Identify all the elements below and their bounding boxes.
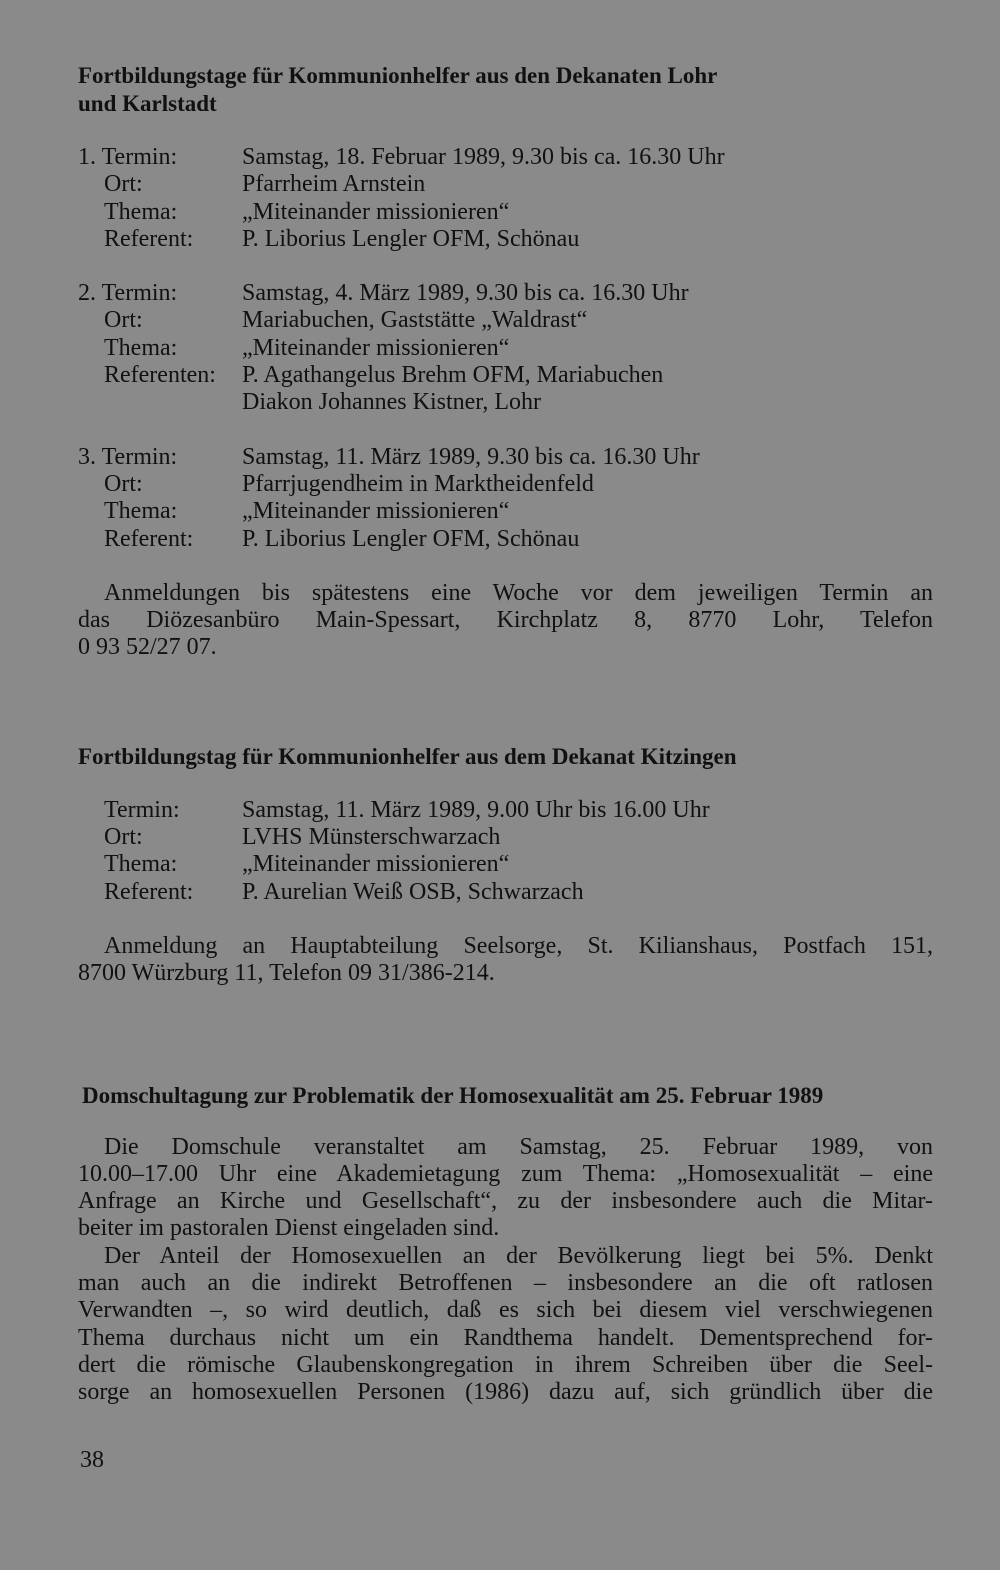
registration-kitzingen [78,933,933,988]
event-label: Thema: [104,198,178,225]
event-value: Samstag, 11. März 1989, 9.30 bis ca. 16.30 Uhr [242,443,700,470]
event-value: Samstag, 4. März 1989, 9.30 bis ca. 16.30 Uhr [242,280,689,307]
event-label: Referenten: [104,362,216,389]
title-line: Fortbildungstage für Kommunionhelfer aus den Dekanaten Lohr [78,63,718,88]
event-value: P. Aurelian Weiß OSB, Schwarzach [242,878,584,905]
event-value: P. Liborius Lengler OFM, Schönau [242,525,580,552]
text-line: man auch an die indirekt Betroffenen – insbesondere an die oft ratlosen [78,1270,933,1297]
text-line: 8700 Würzburg 11, Telefon 09 31/386-214. [78,960,495,987]
event-label: 1. Termin: [78,144,178,170]
event-value: LVHS Münsterschwarzach [242,824,501,851]
event-value: P. Liborius Lengler OFM, Schönau [242,225,580,252]
event-value: Diakon Johannes Kistner, Lohr [242,389,541,416]
text-line: das Diözesanbüro Main-Spessart, Kirchplatz 8, 8770 Lohr, Telefon [78,607,933,634]
text-line: Anmeldungen bis spätestens eine Woche vor dem jeweiligen Termin an [104,579,933,606]
event-value: „Miteinander missionieren“ [242,334,510,361]
event-label: Ort: [104,307,143,334]
event-value: „Miteinander missionieren“ [242,498,510,525]
event-2-details [78,280,933,416]
event-value: „Miteinander missionieren“ [242,851,510,878]
text-line: Der Anteil der Homosexuellen an der Bevölkerung liegt bei 5%. Denkt [104,1242,933,1269]
event-value: Mariabuchen, Gaststätte „Waldrast“ [242,307,588,334]
event-label: Thema: [104,498,178,525]
section-title-lohr-karlstadt [78,62,933,118]
event-label: Ort: [104,171,143,198]
event-label: Termin: [104,796,180,823]
text-line: Verwandten –, so wird deutlich, daß es sich bei diesem viel verschwiegenen [78,1297,933,1324]
text-line: dert die römische Glaubenskongregation in ihrem Schreiben über die Seel- [78,1351,933,1378]
page-content [78,62,933,1407]
text-line: 10.00–17.00 Uhr eine Akademietagung zum Thema: „Homosexualität – eine [78,1160,933,1187]
text-line: Die Domschule veranstaltet am Samstag, 25. Februar 1989, von [104,1133,933,1160]
event-label: Referent: [104,878,194,905]
registration-lohr-karlstadt [78,580,933,662]
domschule-paragraph-1 [78,1134,933,1243]
event-1-details [78,144,933,253]
page-number: 38 [80,1447,104,1473]
text-line: 0 93 52/27 07. [78,634,217,661]
event-label: Referent: [104,225,194,252]
event-value: Samstag, 11. März 1989, 9.00 Uhr bis 16.00 Uhr [242,796,710,823]
event-value: „Miteinander missionieren“ [242,198,510,225]
event-label: Ort: [104,824,143,851]
event-3-details [78,444,933,553]
event-value: Samstag, 18. Februar 1989, 9.30 bis ca. 16.30 Uhr [242,144,725,170]
section-title-domschultagung: Domschultagung zur Problematik der Homosexualität am 25. Februar 1989 [82,1082,824,1108]
event-label: Ort: [104,470,143,497]
section-title-kitzingen: Fortbildungstag für Kommunionhelfer aus dem Dekanat Kitzingen [78,743,737,769]
text-line: sorge an homosexuellen Personen (1986) dazu auf, sich gründlich über die [78,1379,933,1406]
text-line: Anfrage an Kirche und Gesellschaft“, zu der insbesondere auch die Mitar- [78,1188,933,1215]
event-label: Referent: [104,525,194,552]
event-label: Thema: [104,334,178,361]
event-label [78,389,242,416]
domschule-paragraph-2 [78,1243,933,1407]
event-label: Thema: [104,851,178,878]
event-value: P. Agathangelus Brehm OFM, Mariabuchen [242,362,664,389]
text-line: Thema durchaus nicht um ein Randthema handelt. Dementsprechend for- [78,1324,933,1351]
event-value: Pfarrjugendheim in Marktheidenfeld [242,470,594,497]
title-line: und Karlstadt [78,91,217,116]
kitzingen-event-details [78,797,933,906]
event-label: 2. Termin: [78,280,178,307]
event-value: Pfarrheim Arnstein [242,171,426,198]
event-label: 3. Termin: [78,443,178,470]
text-line: Anmeldung an Hauptabteilung Seelsorge, St. Kilianshaus, Postfach 151, [104,932,933,959]
text-line: beiter im pastoralen Dienst eingeladen sind. [78,1215,500,1242]
